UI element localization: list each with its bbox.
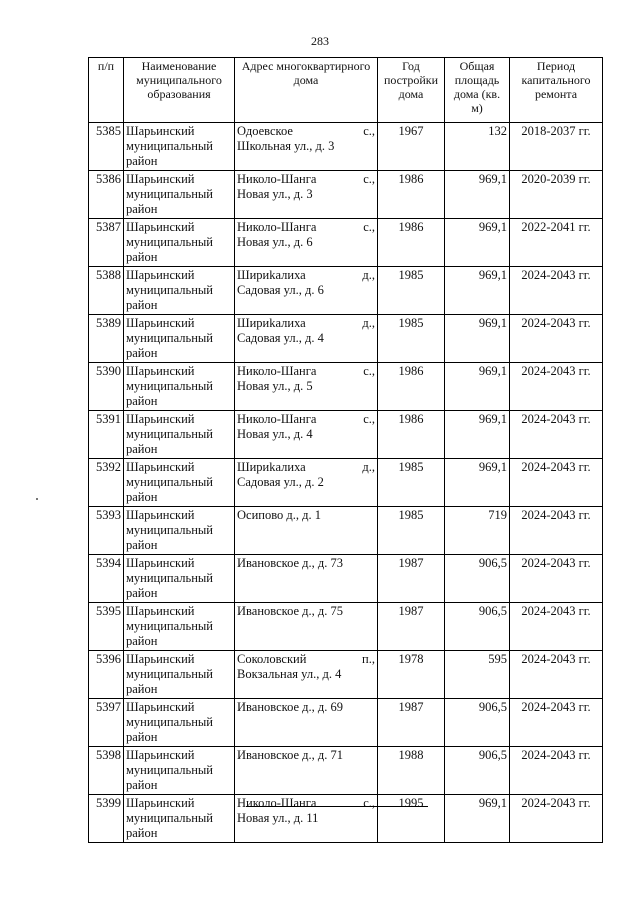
row-address <box>235 507 378 555</box>
table-row <box>89 171 603 219</box>
row-municipality: Шарьинский муниципальный район <box>124 699 235 747</box>
row-address <box>235 459 378 507</box>
row-period: 2024-2043 гг. <box>510 411 603 459</box>
row-area: 906,5 <box>445 747 510 795</box>
row-municipality: Шарьинский муниципальный район <box>124 459 235 507</box>
row-address <box>235 747 378 795</box>
row-year: 1987 <box>378 555 445 603</box>
address-line-1: Николо-Шанга с., <box>237 220 375 234</box>
header-num: п/п <box>89 58 124 123</box>
row-municipality: Шарьинский муниципальный район <box>124 267 235 315</box>
row-year: 1985 <box>378 315 445 363</box>
margin-speck <box>36 498 38 500</box>
row-year: 1986 <box>378 219 445 267</box>
row-period: 2024-2043 гг. <box>510 267 603 315</box>
row-area: 906,5 <box>445 555 510 603</box>
row-period: 2024-2043 гг. <box>510 315 603 363</box>
row-address <box>235 795 378 843</box>
row-number: 5396 <box>89 651 124 699</box>
row-period: 2024-2043 гг. <box>510 747 603 795</box>
address-line-2: Новая ул., д. 5 <box>237 379 313 393</box>
table-row <box>89 219 603 267</box>
row-number: 5393 <box>89 507 124 555</box>
table-row <box>89 267 603 315</box>
row-area: 969,1 <box>445 459 510 507</box>
header-year: Год постройки дома <box>378 58 445 123</box>
table-row <box>89 459 603 507</box>
row-municipality: Шарьинский муниципальный район <box>124 219 235 267</box>
row-municipality: Шарьинский муниципальный район <box>124 603 235 651</box>
row-number: 5385 <box>89 123 124 171</box>
address-line-2: Садовая ул., д. 4 <box>237 331 324 345</box>
address-line-2: Новая ул., д. 6 <box>237 235 313 249</box>
header-address: Адрес многоквартирного дома <box>235 58 378 123</box>
header-municipality: Наименование муниципального образования <box>124 58 235 123</box>
row-address <box>235 651 378 699</box>
row-address <box>235 267 378 315</box>
row-period: 2024-2043 гг. <box>510 795 603 843</box>
row-address <box>235 171 378 219</box>
row-area: 969,1 <box>445 171 510 219</box>
table-row <box>89 507 603 555</box>
address-line-2: Вокзальная ул., д. 4 <box>237 667 342 681</box>
row-address <box>235 363 378 411</box>
row-area: 969,1 <box>445 363 510 411</box>
row-period: 2022-2041 гг. <box>510 219 603 267</box>
housing-registry-table <box>88 57 603 843</box>
row-number: 5386 <box>89 171 124 219</box>
row-address <box>235 315 378 363</box>
address-line-1: Шириkалиха д., <box>237 316 375 330</box>
row-number: 5394 <box>89 555 124 603</box>
row-year: 1985 <box>378 267 445 315</box>
address-line-1: Николо-Шанга с., <box>237 172 375 186</box>
header-period: Период капитального ремонта <box>510 58 603 123</box>
address-line-2: Новая ул., д. 3 <box>237 187 313 201</box>
row-number: 5390 <box>89 363 124 411</box>
row-period: 2024-2043 гг. <box>510 603 603 651</box>
address-line-2: Садовая ул., д. 6 <box>237 283 324 297</box>
row-municipality: Шарьинский муниципальный район <box>124 363 235 411</box>
row-municipality: Шарьинский муниципальный район <box>124 507 235 555</box>
row-municipality: Шарьинский муниципальный район <box>124 315 235 363</box>
row-area: 132 <box>445 123 510 171</box>
row-period: 2024-2043 гг. <box>510 651 603 699</box>
address-line-2: Садовая ул., д. 2 <box>237 475 324 489</box>
row-period: 2018-2037 гг. <box>510 123 603 171</box>
row-municipality: Шарьинский муниципальный район <box>124 411 235 459</box>
address-line-2: Школьная ул., д. 3 <box>237 139 335 153</box>
row-area: 595 <box>445 651 510 699</box>
row-municipality: Шарьинский муниципальный район <box>124 747 235 795</box>
table-row <box>89 315 603 363</box>
row-year: 1978 <box>378 651 445 699</box>
row-year: 1986 <box>378 411 445 459</box>
footer-rule <box>246 806 428 807</box>
row-period: 2024-2043 гг. <box>510 507 603 555</box>
address-line-2: Новая ул., д. 4 <box>237 427 313 441</box>
table-row <box>89 747 603 795</box>
table-row <box>89 603 603 651</box>
row-municipality: Шарьинский муниципальный район <box>124 171 235 219</box>
address-line-1: Ивановское д., д. 75 <box>237 604 343 618</box>
row-number: 5399 <box>89 795 124 843</box>
row-municipality: Шарьинский муниципальный район <box>124 651 235 699</box>
row-address <box>235 123 378 171</box>
row-period: 2024-2043 гг. <box>510 555 603 603</box>
page-number: 283 <box>311 34 329 48</box>
row-year: 1986 <box>378 363 445 411</box>
row-number: 5395 <box>89 603 124 651</box>
row-address <box>235 219 378 267</box>
row-number: 5389 <box>89 315 124 363</box>
address-line-2: Новая ул., д. 11 <box>237 811 319 825</box>
header-area: Общая площадь дома (кв. м) <box>445 58 510 123</box>
row-year: 1987 <box>378 699 445 747</box>
address-line-1: Ивановское д., д. 71 <box>237 748 343 762</box>
row-year: 1987 <box>378 603 445 651</box>
row-period: 2024-2043 гг. <box>510 459 603 507</box>
table-row <box>89 363 603 411</box>
row-area: 719 <box>445 507 510 555</box>
row-period: 2024-2043 гг. <box>510 699 603 747</box>
row-municipality: Шарьинский муниципальный район <box>124 795 235 843</box>
row-area: 969,1 <box>445 315 510 363</box>
row-address <box>235 699 378 747</box>
row-area: 969,1 <box>445 411 510 459</box>
row-year: 1967 <box>378 123 445 171</box>
row-year: 1985 <box>378 459 445 507</box>
row-address <box>235 603 378 651</box>
address-line-1: Николо-Шанга с., <box>237 412 375 426</box>
table-header-row <box>89 58 603 123</box>
row-address <box>235 555 378 603</box>
row-number: 5397 <box>89 699 124 747</box>
row-year: 1988 <box>378 747 445 795</box>
row-area: 969,1 <box>445 795 510 843</box>
table-row <box>89 411 603 459</box>
table-row <box>89 123 603 171</box>
row-year: 1985 <box>378 507 445 555</box>
table-row <box>89 699 603 747</box>
row-municipality: Шарьинский муниципальный район <box>124 123 235 171</box>
row-number: 5392 <box>89 459 124 507</box>
row-year: 1995 <box>378 795 445 843</box>
address-line-1: Николо-Шанга с., <box>237 796 375 810</box>
row-municipality: Шарьинский муниципальный район <box>124 555 235 603</box>
address-line-1: Одоевское с., <box>237 124 375 138</box>
table-row <box>89 555 603 603</box>
address-line-1: Соколовский п., <box>237 652 375 666</box>
row-area: 906,5 <box>445 699 510 747</box>
row-period: 2024-2043 гг. <box>510 363 603 411</box>
row-number: 5388 <box>89 267 124 315</box>
table-body <box>89 123 603 843</box>
row-number: 5398 <box>89 747 124 795</box>
address-line-1: Шириkалиха д., <box>237 268 375 282</box>
row-number: 5387 <box>89 219 124 267</box>
row-area: 969,1 <box>445 267 510 315</box>
row-area: 969,1 <box>445 219 510 267</box>
row-area: 906,5 <box>445 603 510 651</box>
table-row <box>89 795 603 843</box>
address-line-1: Осипово д., д. 1 <box>237 508 321 522</box>
address-line-1: Ивановское д., д. 69 <box>237 700 343 714</box>
row-period: 2020-2039 гг. <box>510 171 603 219</box>
row-address <box>235 411 378 459</box>
table-row <box>89 651 603 699</box>
row-year: 1986 <box>378 171 445 219</box>
row-number: 5391 <box>89 411 124 459</box>
address-line-1: Шириkалиха д., <box>237 460 375 474</box>
address-line-1: Ивановское д., д. 73 <box>237 556 343 570</box>
address-line-1: Николо-Шанга с., <box>237 364 375 378</box>
